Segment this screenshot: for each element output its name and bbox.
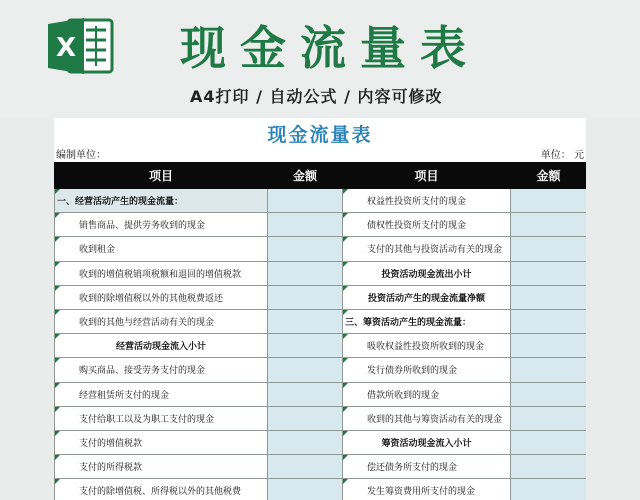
left-item-cell[interactable]: 收到的增值税销项税额和退回的增值税款 (55, 261, 268, 285)
left-item-cell[interactable]: 购买商品、接受劳务支付的现金 (55, 358, 268, 382)
unit-label: 编制单位： (56, 150, 106, 161)
right-item-cell[interactable]: 收到的其他与筹资活动有关的现金 (343, 406, 511, 430)
right-amount-cell[interactable] (511, 237, 587, 261)
banner (0, 0, 640, 118)
left-item-cell[interactable]: 销售商品、提供劳务收到的现金 (55, 213, 268, 237)
left-item-cell[interactable]: 收到的其他与经营活动有关的现金 (55, 309, 268, 333)
left-amount-cell[interactable] (268, 382, 343, 406)
right-amount-cell[interactable] (511, 309, 587, 333)
page-title: 现金流量表 (180, 21, 480, 75)
logo-letter: X (55, 33, 77, 63)
table-row (55, 213, 587, 237)
left-amount-cell[interactable] (268, 213, 343, 237)
left-amount-cell[interactable] (268, 237, 343, 261)
table-row (55, 334, 587, 358)
right-item-cell[interactable]: 投资活动产生的现金流量净额 (343, 285, 511, 309)
right-amount-cell[interactable] (511, 406, 587, 430)
left-item-cell[interactable]: 支付给职工以及为职工支付的现金 (55, 406, 268, 430)
right-amount-cell[interactable] (511, 334, 587, 358)
right-item-cell[interactable]: 发行债券所收到的现金 (343, 358, 511, 382)
header-amount-left: 金额 (268, 163, 343, 189)
table-row (55, 358, 587, 382)
left-amount-cell[interactable] (268, 189, 343, 213)
right-item-cell[interactable]: 投资活动现金流出小计 (343, 261, 511, 285)
page-subtitle: A4打印 / 自动公式 / 内容可修改 (190, 87, 443, 106)
right-amount-cell[interactable] (511, 430, 587, 454)
table-row (55, 430, 587, 454)
left-item-cell[interactable]: 支付的除增值税、所得税以外的其他税费 (55, 479, 268, 500)
left-item-cell[interactable]: 经营活动现金流入小计 (55, 334, 268, 358)
right-amount-cell[interactable] (511, 455, 587, 479)
left-item-cell[interactable]: 支付的增值税款 (55, 430, 268, 454)
left-item-cell[interactable]: 收到的除增值税以外的其他税费返还 (55, 285, 268, 309)
table-row (55, 285, 587, 309)
table-row (55, 309, 587, 333)
table-row (55, 261, 587, 285)
right-amount-cell[interactable] (511, 382, 587, 406)
right-item-cell[interactable]: 发生筹资费用所支付的现金 (343, 479, 511, 500)
left-amount-cell[interactable] (268, 455, 343, 479)
left-item-cell[interactable]: 支付的所得税款 (55, 455, 268, 479)
right-item-cell[interactable]: 偿还债务所支付的现金 (343, 455, 511, 479)
left-amount-cell[interactable] (268, 285, 343, 309)
table-header-row (55, 163, 587, 189)
header-item-right: 项目 (343, 163, 511, 189)
excel-logo-icon (46, 16, 116, 76)
header-amount-right: 金额 (511, 163, 587, 189)
currency-label: 单位： 元 (540, 150, 584, 161)
table-row (55, 382, 587, 406)
cash-flow-table (54, 162, 586, 500)
right-item-cell[interactable]: 三、筹资活动产生的现金流量： (343, 309, 511, 333)
right-item-cell[interactable]: 支付的其他与投资活动有关的现金 (343, 237, 511, 261)
right-item-cell[interactable]: 筹资活动现金流入小计 (343, 430, 511, 454)
table-row (55, 237, 587, 261)
table-row (55, 406, 587, 430)
left-amount-cell[interactable] (268, 479, 343, 500)
table-row (55, 189, 587, 213)
right-amount-cell[interactable] (511, 261, 587, 285)
left-amount-cell[interactable] (268, 406, 343, 430)
left-amount-cell[interactable] (268, 261, 343, 285)
right-amount-cell[interactable] (511, 358, 587, 382)
right-item-cell[interactable]: 吸收权益性投资所收到的现金 (343, 334, 511, 358)
right-amount-cell[interactable] (511, 285, 587, 309)
right-amount-cell[interactable] (511, 479, 587, 500)
right-amount-cell[interactable] (511, 213, 587, 237)
left-item-cell[interactable]: 经营租赁所支付的现金 (55, 382, 268, 406)
right-item-cell[interactable]: 债权性投资所支付的现金 (343, 213, 511, 237)
right-amount-cell[interactable] (511, 189, 587, 213)
left-item-cell[interactable]: 收到租金 (55, 237, 268, 261)
left-amount-cell[interactable] (268, 309, 343, 333)
spreadsheet-sheet (54, 118, 586, 500)
header-item-left: 项目 (55, 163, 268, 189)
left-item-cell[interactable]: 一、经营活动产生的现金流量： (55, 189, 268, 213)
sheet-title: 现金流量表 (267, 124, 373, 146)
left-amount-cell[interactable] (268, 334, 343, 358)
right-item-cell[interactable]: 权益性投资所支付的现金 (343, 189, 511, 213)
table-row (55, 455, 587, 479)
table-row (55, 479, 587, 500)
right-item-cell[interactable]: 借款所收到的现金 (343, 382, 511, 406)
left-amount-cell[interactable] (268, 430, 343, 454)
left-amount-cell[interactable] (268, 358, 343, 382)
